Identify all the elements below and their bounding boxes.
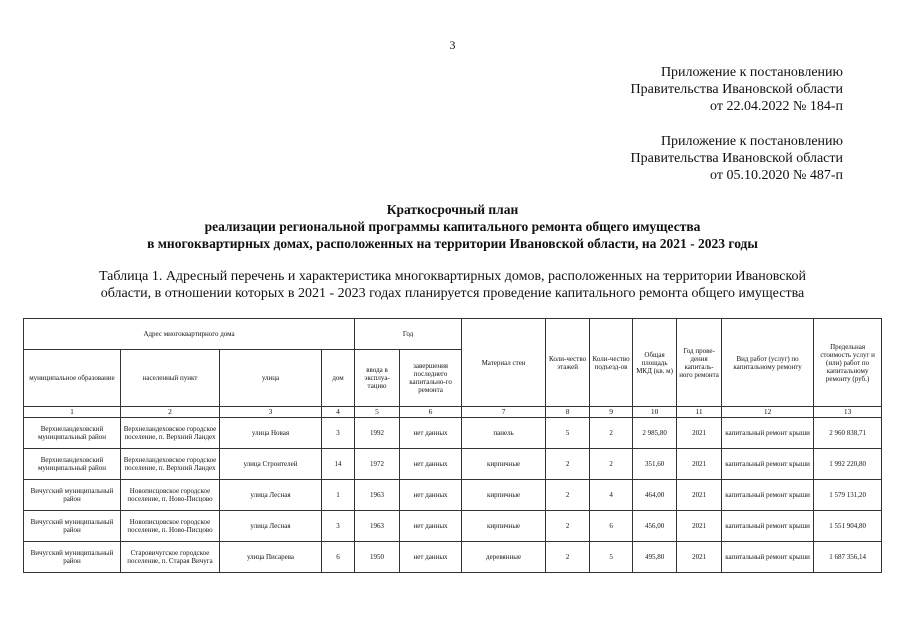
header-municipality: муниципальное образование: [24, 350, 121, 407]
appendix-2-line-2: Правительства Ивановской области: [630, 151, 843, 166]
year-commission-cell: 1992: [355, 418, 400, 449]
header-area: Общая площадь МКД (кв. м): [633, 319, 677, 407]
municipality-cell: Вичугский муниципальный район: [24, 542, 121, 573]
appendix-block-2: [631, 133, 843, 184]
page-number: 3: [449, 38, 456, 52]
header-house: дом: [322, 350, 355, 407]
wall-material-cell: панель: [462, 418, 546, 449]
column-number-cell: 6: [400, 407, 462, 418]
appendix-1-line-3: от 22.04.2022 № 184-п: [710, 99, 843, 114]
floors-cell: 2: [546, 449, 590, 480]
header-settlement: населенный пункт: [121, 350, 220, 407]
max-cost-cell: 2 960 838,71: [814, 418, 882, 449]
wall-material-cell: кирпичные: [462, 480, 546, 511]
entrances-cell: 2: [590, 449, 633, 480]
wall-material-cell: кирпичные: [462, 511, 546, 542]
street-cell: улица Писарева: [220, 542, 322, 573]
floors-cell: 2: [546, 511, 590, 542]
max-cost-cell: 1 579 131,20: [814, 480, 882, 511]
plan-title-line-1: Краткосрочный план: [386, 202, 519, 217]
floors-cell: 5: [546, 418, 590, 449]
column-number-cell: 12: [722, 407, 814, 418]
column-number-cell: 13: [814, 407, 882, 418]
header-repair-year: Год прове-дения капиталь-ного ремонта: [677, 319, 722, 407]
appendix-2-line-1: Приложение к постановлению: [660, 134, 843, 149]
floors-cell: 2: [546, 480, 590, 511]
appendix-block-1: [631, 64, 843, 115]
year-last-repair-cell: нет данных: [400, 542, 462, 573]
table-row: [24, 418, 882, 449]
wall-material-cell: кирпичные: [462, 449, 546, 480]
column-number-cell: 5: [355, 407, 400, 418]
street-cell: улица Новая: [220, 418, 322, 449]
work-type-cell: капитальный ремонт крыши: [722, 418, 814, 449]
area-cell: 2 985,80: [633, 418, 677, 449]
header-floors: Коли-чество этажей: [546, 319, 590, 407]
plan-title-line-2: реализации региональной программы капитального ремонта общего имущества: [204, 219, 701, 234]
appendix-2-line-3: от 05.10.2020 № 487-п: [710, 168, 843, 183]
area-cell: 464,00: [633, 480, 677, 511]
house-cell: 3: [322, 511, 355, 542]
appendix-1-line-2: Правительства Ивановской области: [630, 82, 843, 97]
max-cost-cell: 1 551 904,80: [814, 511, 882, 542]
table-caption-line-2: области, в отношении которых в 2021 - 2023 годах планируется проведение капитального ремонта общего имущества: [100, 286, 805, 301]
column-number-cell: 3: [220, 407, 322, 418]
header-year-last-repair: завершения последнего капитально-го ремонта: [400, 350, 462, 407]
column-number-cell: 11: [677, 407, 722, 418]
appendix-1-line-1: Приложение к постановлению: [660, 65, 843, 80]
table-row: [24, 480, 882, 511]
settlement-cell: Новописцовское городское поселение, п. Ново-Писцово: [121, 480, 220, 511]
area-cell: 495,80: [633, 542, 677, 573]
settlement-cell: Верхнеландеховское городское поселение, п. Верхний Ландех: [121, 449, 220, 480]
house-cell: 1: [322, 480, 355, 511]
year-last-repair-cell: нет данных: [400, 418, 462, 449]
header-wall-material: Материал стен: [462, 319, 546, 407]
houses-table: [23, 318, 882, 573]
column-number-cell: 1: [24, 407, 121, 418]
work-type-cell: капитальный ремонт крыши: [722, 449, 814, 480]
municipality-cell: Вичугский муниципальный район: [24, 480, 121, 511]
column-number-cell: 8: [546, 407, 590, 418]
max-cost-cell: 1 687 356,14: [814, 542, 882, 573]
year-last-repair-cell: нет данных: [400, 511, 462, 542]
entrances-cell: 6: [590, 511, 633, 542]
header-year-group: Год: [355, 319, 462, 350]
area-cell: 351,60: [633, 449, 677, 480]
house-cell: 6: [322, 542, 355, 573]
house-cell: 14: [322, 449, 355, 480]
column-number-cell: 9: [590, 407, 633, 418]
column-number-cell: 4: [322, 407, 355, 418]
table-row: [24, 511, 882, 542]
repair-year-cell: 2021: [677, 542, 722, 573]
house-cell: 3: [322, 418, 355, 449]
repair-year-cell: 2021: [677, 511, 722, 542]
year-last-repair-cell: нет данных: [400, 449, 462, 480]
column-number-cell: 7: [462, 407, 546, 418]
column-number-cell: 2: [121, 407, 220, 418]
header-street: улица: [220, 350, 322, 407]
year-commission-cell: 1963: [355, 511, 400, 542]
plan-title-line-3: в многоквартирных домах, расположенных на территории Ивановской области, на 2021 - 2023 годы: [147, 236, 758, 251]
column-number-cell: 10: [633, 407, 677, 418]
street-cell: улица Лесная: [220, 480, 322, 511]
header-row-1: [24, 319, 882, 350]
year-last-repair-cell: нет данных: [400, 480, 462, 511]
repair-year-cell: 2021: [677, 449, 722, 480]
work-type-cell: капитальный ремонт крыши: [722, 480, 814, 511]
work-type-cell: капитальный ремонт крыши: [722, 511, 814, 542]
column-numbers-row: [24, 407, 882, 418]
entrances-cell: 4: [590, 480, 633, 511]
header-entrances: Коли-чество подъезд-ов: [590, 319, 633, 407]
header-max-cost: Предельная стоимость услуг и (или) работ по капитальному ремонту (руб.): [814, 319, 882, 407]
header-address-group: Адрес многоквартирного дома: [24, 319, 355, 350]
max-cost-cell: 1 992 220,80: [814, 449, 882, 480]
settlement-cell: Верхнеландеховское городское поселение, п. Верхний Ландех: [121, 418, 220, 449]
entrances-cell: 2: [590, 418, 633, 449]
repair-year-cell: 2021: [677, 480, 722, 511]
repair-year-cell: 2021: [677, 418, 722, 449]
table-caption-line-1: Таблица 1. Адресный перечень и характеристика многоквартирных домов, расположенных на территории Ивановской: [98, 269, 807, 284]
wall-material-cell: деревянные: [462, 542, 546, 573]
area-cell: 456,00: [633, 511, 677, 542]
street-cell: улица Лесная: [220, 511, 322, 542]
houses-table-wrapper: [23, 318, 881, 573]
entrances-cell: 5: [590, 542, 633, 573]
street-cell: улица Строителей: [220, 449, 322, 480]
header-work-type: Вид работ (услуг) по капитальному ремонту: [722, 319, 814, 407]
table-row: [24, 542, 882, 573]
year-commission-cell: 1972: [355, 449, 400, 480]
plan-title: [0, 201, 905, 252]
header-year-commission: ввода в эксплуа-тацию: [355, 350, 400, 407]
work-type-cell: капитальный ремонт крыши: [722, 542, 814, 573]
floors-cell: 2: [546, 542, 590, 573]
municipality-cell: Вичугский муниципальный район: [24, 511, 121, 542]
municipality-cell: Верхнеландеховский муниципальный район: [24, 418, 121, 449]
year-commission-cell: 1950: [355, 542, 400, 573]
municipality-cell: Верхнеландеховский муниципальный район: [24, 449, 121, 480]
settlement-cell: Новописцовское городское поселение, п. Ново-Писцово: [121, 511, 220, 542]
table-caption: [40, 268, 865, 302]
table-row: [24, 449, 882, 480]
settlement-cell: Старовичугское городское поселение, п. Старая Вичуга: [121, 542, 220, 573]
year-commission-cell: 1963: [355, 480, 400, 511]
